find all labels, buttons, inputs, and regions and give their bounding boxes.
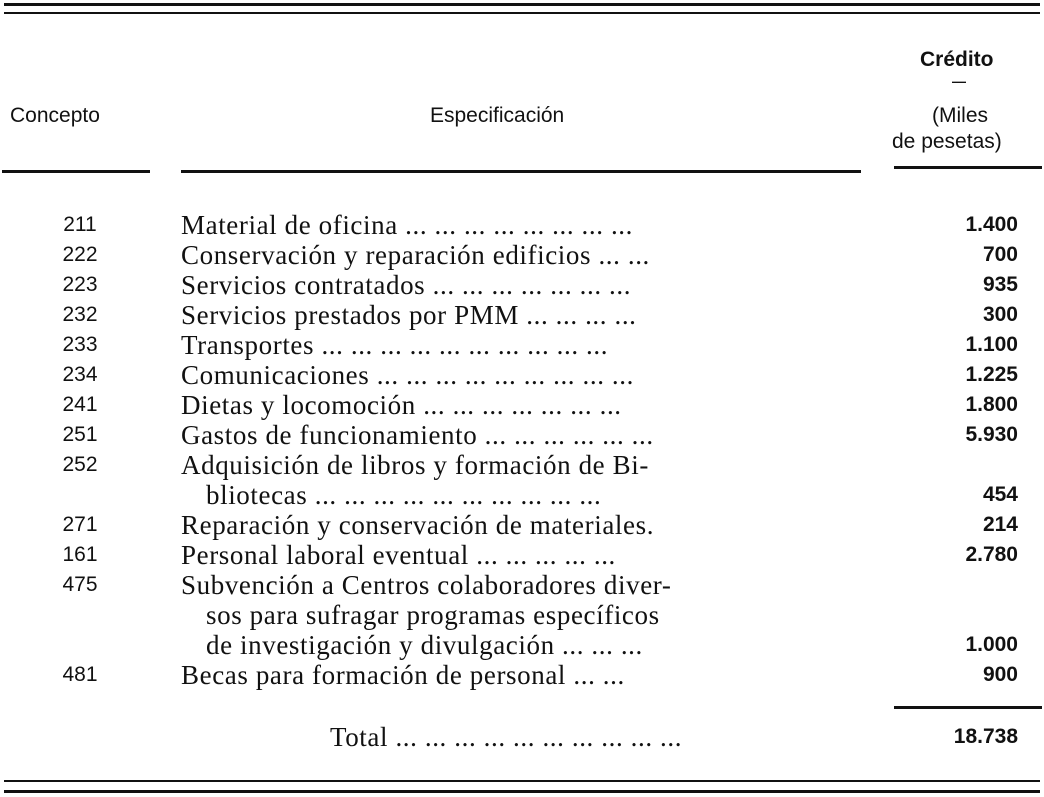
concepto-code: 241: [62, 393, 98, 416]
table-row: [0, 540, 1044, 570]
total-label: Total ... ... ... ... ... ... ... ... ... ...: [330, 722, 683, 752]
credito-amount: 214: [982, 513, 1018, 536]
especificacion-text: Servicios prestados por PMM ... ... ... ...: [181, 300, 637, 330]
header-credito-unit-1: (Miles: [932, 104, 988, 127]
header-credito-unit-2: de pesetas): [892, 130, 1002, 153]
table-row: [0, 270, 1044, 300]
header-credito-dash: —: [952, 73, 966, 89]
table-row: [0, 600, 1044, 630]
especificacion-underline: [181, 170, 861, 173]
credito-amount: 935: [982, 273, 1018, 296]
credito-amount: 1.000: [965, 633, 1018, 656]
table-row: [0, 420, 1044, 450]
concepto-code: 211: [63, 213, 97, 236]
especificacion-text: de investigación y divulgación ... ... ...: [206, 630, 643, 660]
especificacion-text: Becas para formación de personal ... ...: [181, 660, 625, 690]
concepto-code: 475: [62, 573, 98, 596]
credito-amount: 700: [982, 243, 1018, 266]
especificacion-text: Servicios contratados ... ... ... ... ... ... ...: [181, 270, 632, 300]
especificacion-text: Personal laboral eventual ... ... ... ... ...: [181, 540, 616, 570]
table-row: [0, 330, 1044, 360]
header-credito: Crédito: [920, 48, 994, 71]
table-row: [0, 480, 1044, 510]
table-row: [0, 390, 1044, 420]
top-rule: [4, 3, 1040, 6]
credito-amount: 1.100: [965, 333, 1018, 356]
credito-amount: 5.930: [965, 423, 1018, 446]
credito-underline: [894, 166, 1042, 169]
concepto-code: 223: [62, 273, 98, 296]
especificacion-text: Reparación y conservación de materiales.: [181, 510, 655, 540]
especificacion-text: Dietas y locomoción ... ... ... ... ... ... ...: [181, 390, 622, 420]
especificacion-text: Gastos de funcionamiento ... ... ... ... ... ...: [181, 420, 654, 450]
table-row: [0, 510, 1044, 540]
concepto-code: 234: [62, 363, 98, 386]
bottom-rule: [4, 780, 1040, 782]
credito-amount: 1.400: [965, 213, 1018, 236]
especificacion-text: bliotecas ... ... ... ... ... ... ... ... ... ...: [206, 480, 602, 510]
table-row: [0, 630, 1044, 660]
header-especificacion: Especificación: [430, 104, 565, 127]
table-row: [0, 210, 1044, 240]
table-row: [0, 570, 1044, 600]
credito-amount: 454: [982, 483, 1018, 506]
total-row: [0, 722, 1044, 752]
table-row: [0, 300, 1044, 330]
concepto-code: 222: [62, 243, 98, 266]
total-amount: 18.738: [953, 725, 1018, 748]
especificacion-text: Transportes ... ... ... ... ... ... ... ... ... ...: [181, 330, 609, 360]
credito-amount: 1.800: [965, 393, 1018, 416]
table-row: [0, 360, 1044, 390]
credito-amount: 1.225: [965, 363, 1018, 386]
total-rule: [894, 706, 1042, 709]
concepto-underline: [2, 170, 150, 173]
table-row: [0, 450, 1044, 480]
concepto-code: 252: [62, 453, 98, 476]
header-concepto: Concepto: [10, 104, 100, 127]
concepto-code: 251: [62, 423, 98, 446]
especificacion-text: sos para sufragar programas específicos: [206, 600, 660, 630]
especificacion-text: Conservación y reparación edificios ... ...: [181, 240, 650, 270]
credito-amount: 900: [982, 663, 1018, 686]
credito-amount: 300: [982, 303, 1018, 326]
top-rule-inner: [4, 12, 1040, 14]
table-row: [0, 240, 1044, 270]
concepto-code: 233: [62, 333, 98, 356]
concepto-code: 271: [62, 513, 98, 536]
especificacion-text: Comunicaciones ... ... ... ... ... ... ... ... ...: [181, 360, 634, 390]
credito-amount: 2.780: [965, 543, 1018, 566]
bottom-rule-lower: [4, 790, 1040, 793]
concepto-code: 232: [62, 303, 98, 326]
especificacion-text: Material de oficina ... ... ... ... ... ... ... ...: [181, 210, 633, 240]
concepto-code: 481: [62, 663, 98, 686]
table-row: [0, 660, 1044, 690]
especificacion-text: Adquisición de libros y formación de Bi-: [181, 450, 649, 480]
concepto-code: 161: [62, 543, 98, 566]
especificacion-text: Subvención a Centros colaboradores diver-: [181, 570, 672, 600]
